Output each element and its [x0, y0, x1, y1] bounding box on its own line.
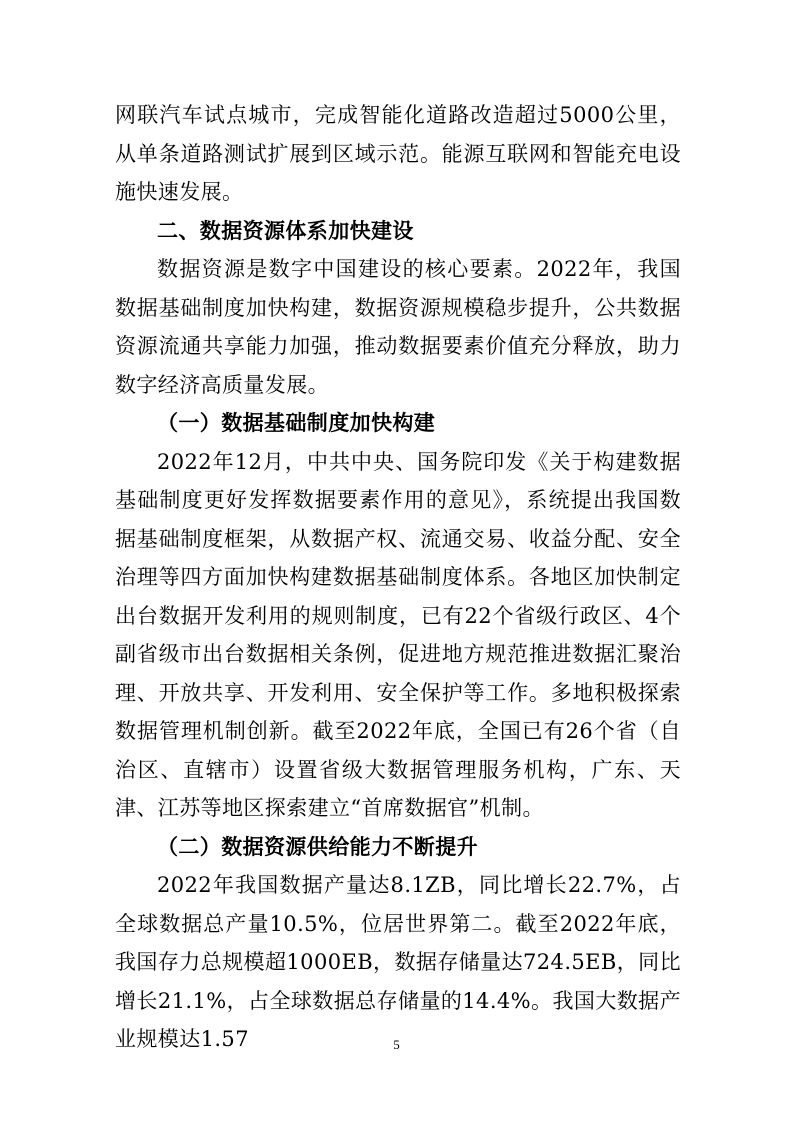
page-number: 5 — [393, 1037, 400, 1052]
paragraph-data-supply: 2022年我国数据产量达8.1ZB，同比增长22.7%，占全球数据总产量10.5%，位居世界第二。截至2022年底，我国存力总规模超1000EB，数据存储量达724.5EB，同比增长21.1%，占全球数据总存储量的14.4%。我国大数据产业规模达1.57 — [115, 873, 681, 1051]
subsection-heading-1: （一）数据基础制度加快构建 — [157, 410, 436, 435]
document-body — [115, 96, 681, 1059]
paragraph-intro: 网联汽车试点城市，完成智能化道路改造超过5000公里，从单条道路测试扩展到区域示范。能源互联网和智能充电设施快速发展。 — [115, 103, 681, 204]
paragraph-data-institutions: 2022年12月，中共中央、国务院印发《关于构建数据基础制度更好发挥数据要素作用的意见》，系统提出我国数据基础制度框架，从数据产权、流通交易、收益分配、安全治理等四方面加快构建数据基础制度体系。各地区加快制定出台数据开发利用的规则制度，已有22个省级行政区、4个副省级市出台数据相关条例，促进地方规范推进数据汇聚治理、开放共享、开发利用、安全保护等工作。多地积极探索数据管理机制创新。截至2022年底，全国已有26个省（自治区、直辖市）设置省级大数据管理服务机构，广东、天津、江苏等地区探索建立“首席数据官”机制。 — [115, 449, 681, 820]
paragraph-data-resources: 数据资源是数字中国建设的核心要素。2022年，我国数据基础制度加快构建，数据资源规模稳步提升，公共数据资源流通共享能力加强，推动数据要素价值充分释放，助力数字经济高质量发展。 — [115, 257, 681, 397]
section-heading-2: 二、数据资源体系加快建设 — [157, 217, 414, 243]
subsection-heading-2: （二）数据资源供给能力不断提升 — [157, 833, 478, 859]
